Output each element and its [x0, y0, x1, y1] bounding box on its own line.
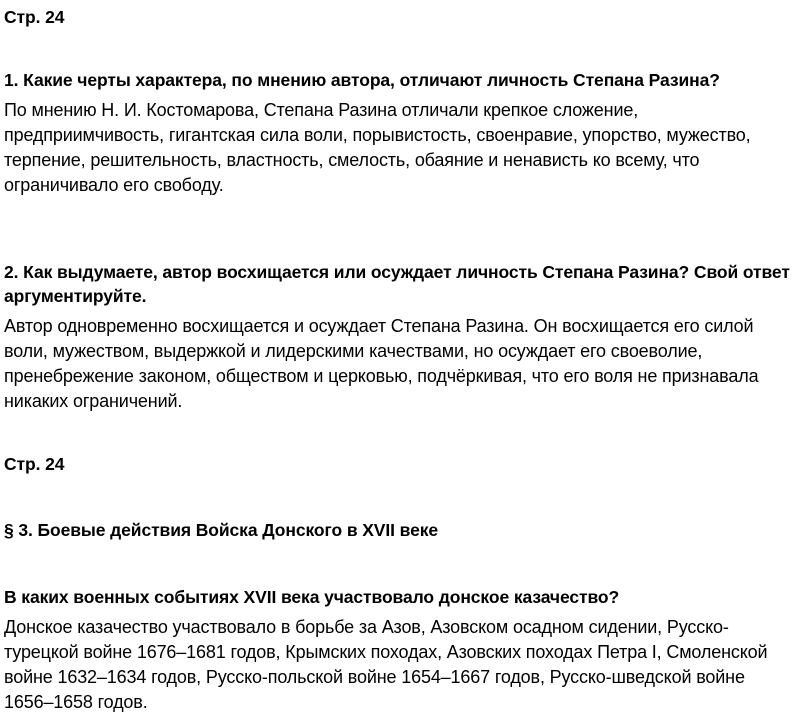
answer-1: По мнению Н. И. Костомарова, Степана Разина отличали крепкое сложение, предприимчивость, гигантская сила воли, порывистость, своенравие, упорство, мужество, терпение, решительность, властность, смелость, обаяние и ненависть ко всему, что ограничивало его свободу.: [4, 100, 751, 195]
question-block-1: [4, 68, 796, 198]
page-label-middle: [4, 452, 796, 476]
section-title: § 3. Боевые действия Войска Донского в XVII веке: [4, 520, 439, 540]
question-2: 2. Как выдумаете, автор восхищается или осуждает личность Степана Разина? Свой ответ аргументируйте.: [4, 262, 790, 306]
question-3: В каких военных событиях XVII века участвовало донское казачество?: [4, 587, 620, 607]
page-number-heading-2: Стр. 24: [4, 454, 65, 474]
question-1: 1. Какие черты характера, по мнению автора, отличают личность Степана Разина?: [4, 70, 720, 90]
page-label-top: [4, 5, 796, 29]
section-block: [4, 518, 796, 542]
answer-3: Донское казачество участвовало в борьбе за Азов, Азовском осадном сидении, Русско-турецкой войне 1676–1681 годов, Крымских походах, Азовских походах Петра I, Смоленской войне 1632–1634 годов, Русско-польской войне 1654–1667 годов, Русско-шведской войне 1656–1658 годов.: [4, 617, 768, 712]
page-number-heading: Стр. 24: [4, 7, 65, 27]
answer-2: Автор одновременно восхищается и осуждает Степана Разина. Он восхищается его силой воли, мужеством, выдержкой и лидерскими качествами, но осуждает его своеволие, пренебрежение законом, обществом и церковью, подчёркивая, что его воля не признавала никаких ограничений.: [4, 316, 759, 411]
question-block-3: [4, 585, 796, 715]
question-block-2: [4, 260, 796, 414]
